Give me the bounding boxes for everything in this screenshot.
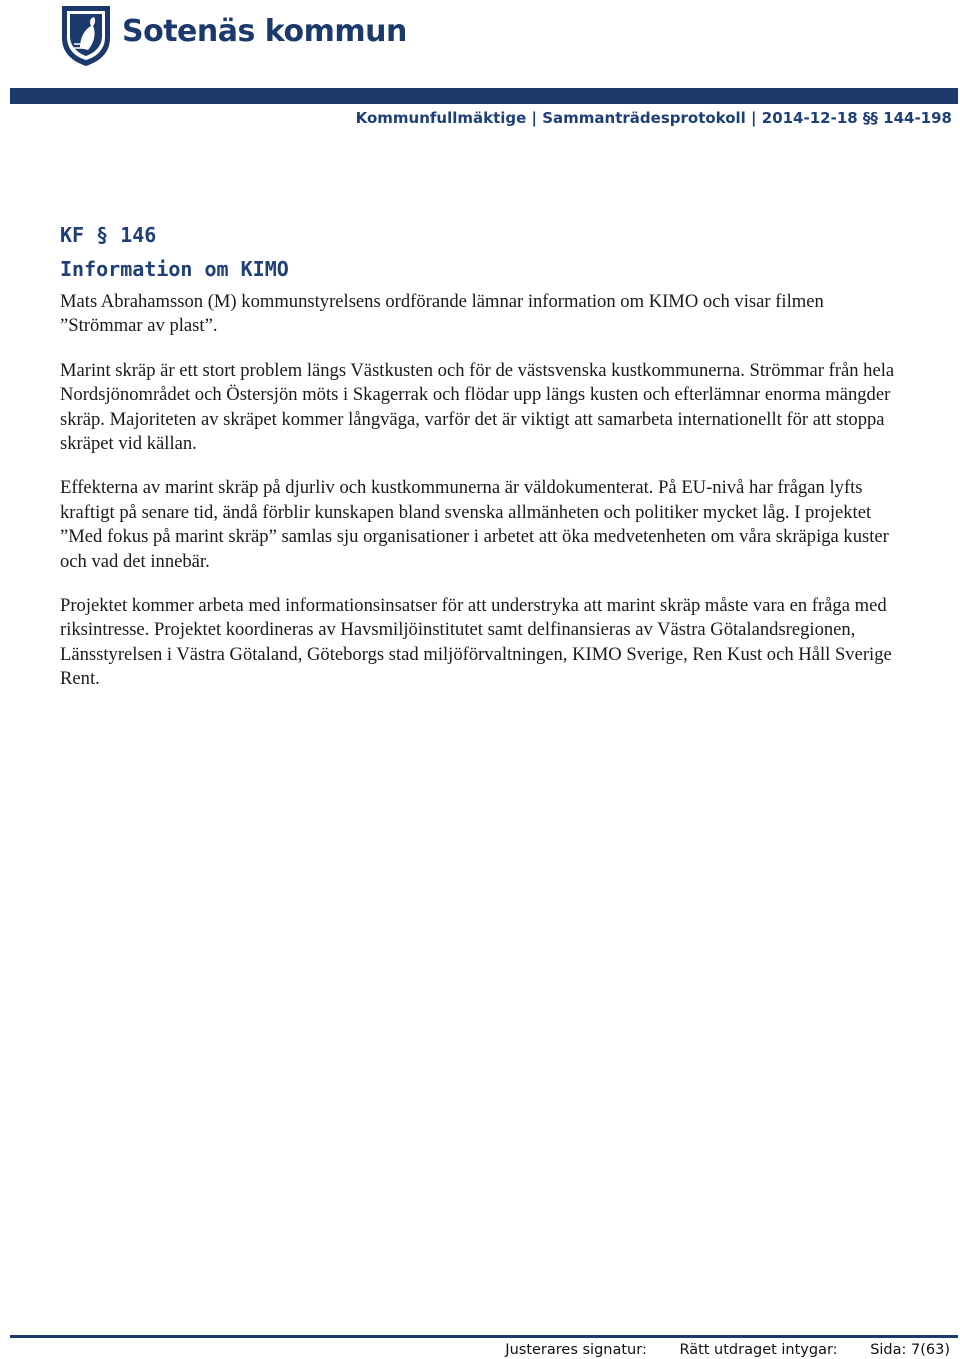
paragraph: Marint skräp är ett stort problem längs Västkusten och för de västsvenska kustkommunerna. Strömmar från hela Nordsjönområdet och Östersjön möts i Skagerrak och flödar upp längs kusten och efterlämnar enorma mängder skräp. Majoriteten av skräpet kommer långväga, varför det är viktigt att samarbeta internationellt för att stoppa skräpet vid källan. bbox=[60, 359, 895, 455]
footer bbox=[505, 1341, 950, 1359]
municipal-shield-icon bbox=[58, 4, 114, 68]
paragraph: Projektet kommer arbeta med informationsinsatser för att understryka att marint skräp måste vara en fråga med riksintresse. Projektet koordineras av Havsmiljöinstitutet samt delfinansieras av Västra Götalandsregionen, Länsstyrelsen i Västra Götaland, Göteborgs stad miljöförvaltningen, KIMO Sverige, Ren Kust och Håll Sverige Rent. bbox=[60, 595, 892, 690]
page-number: Sida: 7(63) bbox=[870, 1342, 950, 1358]
body-text bbox=[60, 290, 900, 712]
logo bbox=[58, 4, 114, 68]
certified-label: Rätt utdraget intygar: bbox=[679, 1342, 838, 1358]
header-bar bbox=[10, 88, 958, 104]
paragraph: Effekterna av marint skräp på djurliv och kustkommunerna är väldokumenterat. På EU-nivå har frågan lyfts kraftigt på senare tid, ändå förblir kunskapen bland svenska allmänheten och politiker mycket låg. I projektet ”Med fokus på marint skräp” samlas sju organisationer i arbetet att öka medvetenheten om våra skräpiga kuster och vad det innebär. bbox=[60, 477, 889, 572]
signature-label: Justerares signatur: bbox=[505, 1342, 647, 1358]
section-number: KF § 146 bbox=[60, 223, 157, 247]
document-header-line: Kommunfullmäktige | Sammanträdesprotokoll | 2014-12-18 §§ 144-198 bbox=[355, 109, 952, 127]
section-title: Information om KIMO bbox=[60, 257, 289, 281]
paragraph: Mats Abrahamsson (M) kommunstyrelsens ordförande lämnar information om KIMO och visar filmen ”Strömmar av plast”. bbox=[60, 291, 824, 337]
footer-divider bbox=[10, 1335, 958, 1338]
brand-name: Sotenäs kommun bbox=[122, 14, 407, 49]
